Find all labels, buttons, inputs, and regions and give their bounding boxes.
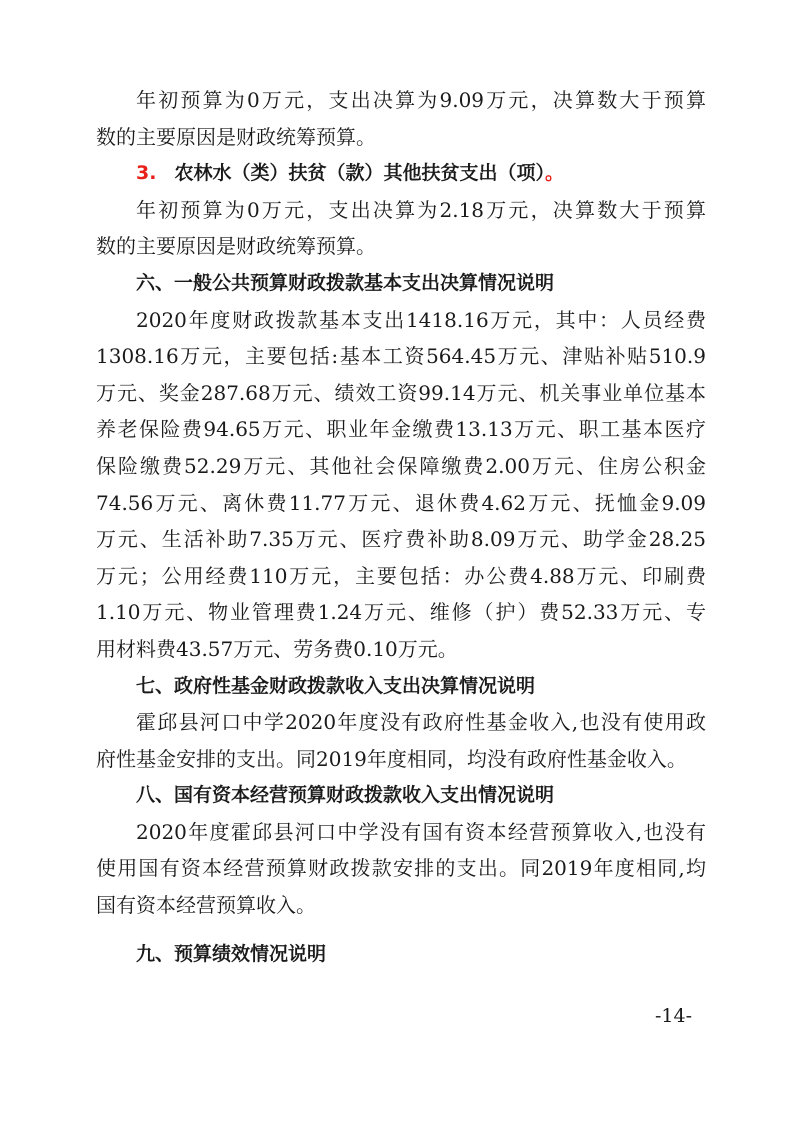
page-number: -14-	[655, 1005, 693, 1027]
document-body	[96, 82, 706, 972]
heading-suffix: 。	[544, 162, 564, 185]
heading-text: 农林水（类）扶贫（款）其他扶贫支出（项）	[174, 162, 545, 185]
text-line: 用材料费43.57万元、劳务费0.10万元。	[96, 636, 458, 661]
heading-text: 九、预算绩效情况说明	[136, 942, 327, 965]
text-line: 万元、奖金287.68万元、绩效工资99.14万元、机关事业单位基本	[96, 380, 706, 405]
heading-number: 3.	[136, 162, 157, 185]
text-line: 2020年度霍邱县河口中学没有国有资本经营预算收入,也没有	[136, 819, 706, 844]
text-line: 74.56万元、离休费11.77万元、退休费4.62万元、抚恤金9.09	[96, 490, 706, 515]
text-line: 年初预算为0万元，支出决算为2.18万元，决算数大于预算	[136, 197, 706, 222]
section-heading	[96, 155, 706, 192]
text-line: 保险缴费52.29万元、其他社会保障缴费2.00万元、住房公积金	[96, 453, 706, 478]
text-line: 府性基金安排的支出。同2019年度相同，均没有政府性基金收入。	[96, 746, 687, 771]
text-line: 1308.16万元，主要包括:基本工资564.45万元、津贴补贴510.9	[96, 344, 706, 369]
section-heading	[96, 265, 706, 302]
text-line: 国有资本经营预算收入。	[96, 893, 316, 918]
section-gap	[96, 924, 706, 936]
text-line: 万元；公用经费110万元，主要包括：办公费4.88万元、印刷费	[96, 563, 706, 588]
section-heading	[96, 777, 706, 814]
text-line: 使用国有资本经营预算财政拨款安排的支出。同2019年度相同,均	[96, 856, 706, 881]
heading-text: 六、一般公共预算财政拨款基本支出决算情况说明	[136, 271, 555, 294]
section-heading	[96, 936, 706, 973]
text-line: 数的主要原因是财政统筹预算。	[96, 124, 376, 149]
heading-text: 八、国有资本经营预算财政拨款收入支出情况说明	[136, 784, 555, 807]
text-line: 数的主要原因是财政统筹预算。	[96, 234, 376, 259]
text-line: 1.10万元、物业管理费1.24万元、维修（护）费52.33万元、专	[96, 600, 706, 625]
section-heading	[96, 668, 706, 705]
text-line: 养老保险费94.65万元、职业年金缴费13.13万元、职工基本医疗	[96, 417, 706, 442]
text-line: 万元、生活补助7.35万元、医疗费补助8.09万元、助学金28.25	[96, 527, 706, 552]
heading-text: 七、政府性基金财政拨款收入支出决算情况说明	[136, 674, 536, 697]
text-line: 2020年度财政拨款基本支出1418.16万元，其中：人员经费	[136, 307, 706, 332]
text-line: 年初预算为0万元，支出决算为9.09万元，决算数大于预算	[136, 88, 706, 112]
text-line: 霍邱县河口中学2020年度没有政府性基金收入,也没有使用政	[136, 710, 706, 735]
